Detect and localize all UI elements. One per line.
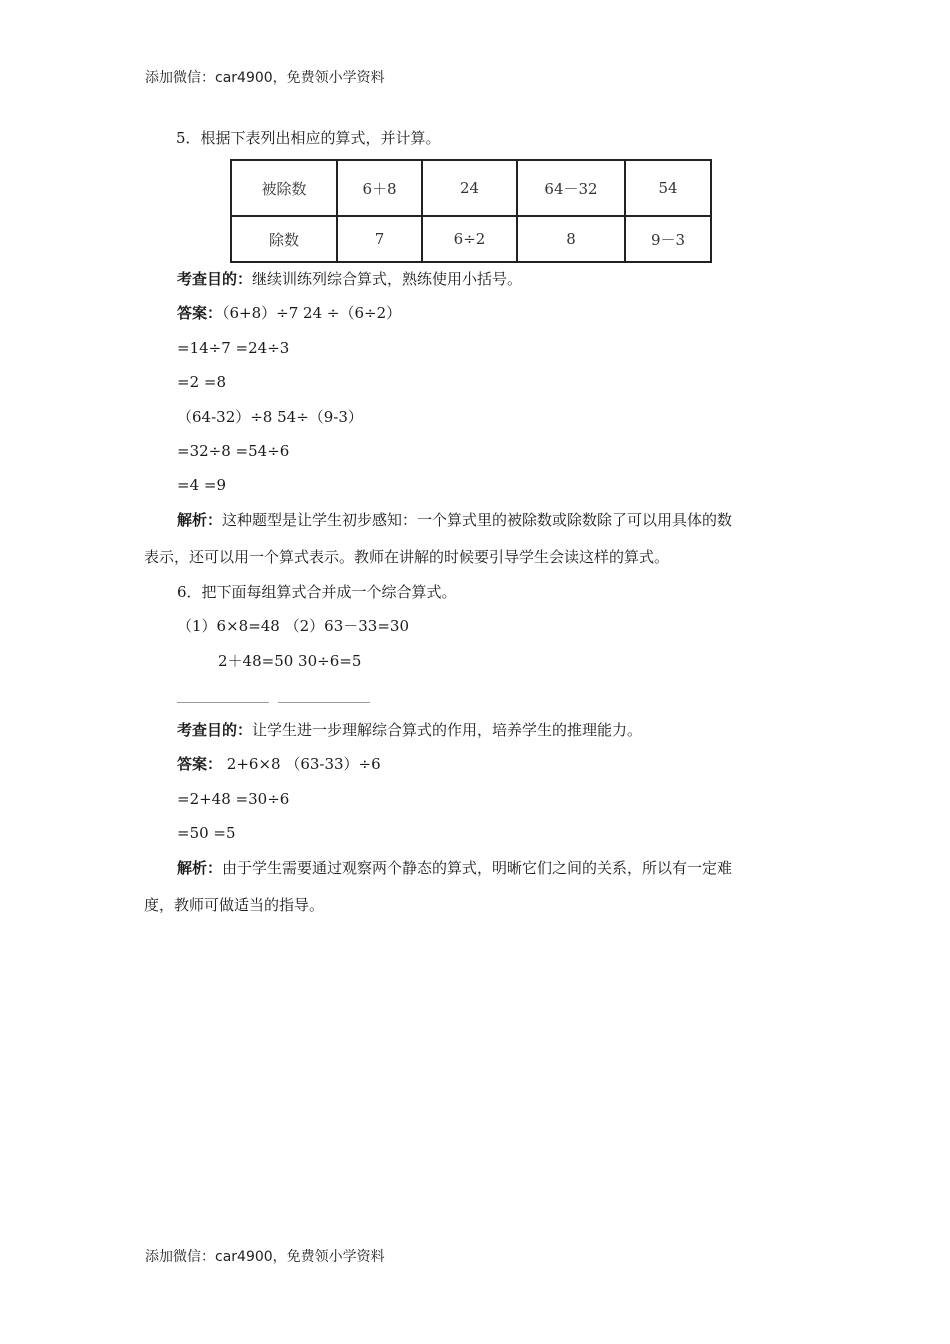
analysis-text: 由于学生需要通过观察两个静态的算式，明晰它们之间的关系，所以有一定难 bbox=[222, 859, 733, 877]
purpose-label: 考查目的： bbox=[177, 270, 253, 288]
q5-analysis bbox=[177, 510, 732, 530]
answer-line: =2+48 =30÷6 bbox=[177, 790, 290, 808]
table-cell: 64－32 bbox=[517, 160, 625, 216]
table-cell: 7 bbox=[337, 216, 422, 262]
table-cell: 9－3 bbox=[625, 216, 711, 262]
question-5-title: 5．根据下表列出相应的算式，并计算。 bbox=[176, 129, 441, 147]
page-footer: 添加微信：car4900，免费领小学资料 bbox=[145, 1249, 385, 1265]
analysis-label: 解析： bbox=[177, 859, 223, 877]
table-cell: 8 bbox=[517, 216, 625, 262]
table-cell: 54 bbox=[625, 160, 711, 216]
answer-line: =2 =8 bbox=[177, 373, 226, 391]
table-cell: 6＋8 bbox=[337, 160, 422, 216]
purpose-label: 考查目的： bbox=[177, 721, 253, 739]
q6-purpose bbox=[177, 720, 642, 740]
answer-line: （6+8）÷7 24 ÷（6÷2） bbox=[222, 304, 402, 322]
purpose-text: 继续训练列综合算式，熟练使用小括号。 bbox=[252, 270, 523, 288]
q5-purpose bbox=[177, 269, 522, 289]
dividend-divisor-table bbox=[230, 159, 712, 263]
answer-label: 答案： bbox=[177, 755, 223, 773]
answer-line: =14÷7 =24÷3 bbox=[177, 339, 290, 357]
table-cell: 6÷2 bbox=[422, 216, 517, 262]
q5-answer bbox=[177, 303, 401, 323]
page-header: 添加微信：car4900，免费领小学资料 bbox=[145, 70, 385, 86]
question-6-title: 6．把下面每组算式合并成一个综合算式。 bbox=[177, 583, 457, 601]
answer-line: （64-32）÷8 54÷（9-3） bbox=[177, 408, 363, 426]
answer-line: =4 =9 bbox=[177, 476, 226, 494]
answer-label: 答案： bbox=[177, 304, 223, 322]
purpose-text: 让学生进一步理解综合算式的作用，培养学生的推理能力。 bbox=[252, 721, 643, 739]
analysis-label: 解析： bbox=[177, 511, 223, 529]
table-row-divisor bbox=[231, 216, 711, 262]
answer-line: 2+6×8 （63-33）÷6 bbox=[222, 755, 381, 773]
answer-line: =50 =5 bbox=[177, 824, 236, 842]
answer-blank-1 bbox=[177, 702, 269, 703]
analysis-text-cont: 表示，还可以用一个算式表示。教师在讲解的时候要引导学生会读这样的算式。 bbox=[144, 548, 670, 566]
q6-expression-line: 2＋48=50 30÷6=5 bbox=[218, 652, 362, 670]
answer-line: =32÷8 =54÷6 bbox=[177, 442, 290, 460]
analysis-text: 这种题型是让学生初步感知：一个算式里的被除数或除数除了可以用具体的数 bbox=[222, 511, 733, 529]
table-cell: 被除数 bbox=[231, 160, 337, 216]
q6-expression-line: （1）6×8=48 （2）63－33=30 bbox=[177, 617, 409, 635]
table-cell: 24 bbox=[422, 160, 517, 216]
table-cell: 除数 bbox=[231, 216, 337, 262]
answer-blank-2 bbox=[278, 702, 370, 703]
table-row-dividend bbox=[231, 160, 711, 216]
q6-analysis bbox=[177, 858, 732, 878]
analysis-text-cont: 度，教师可做适当的指导。 bbox=[144, 896, 325, 914]
q6-answer bbox=[177, 754, 381, 774]
